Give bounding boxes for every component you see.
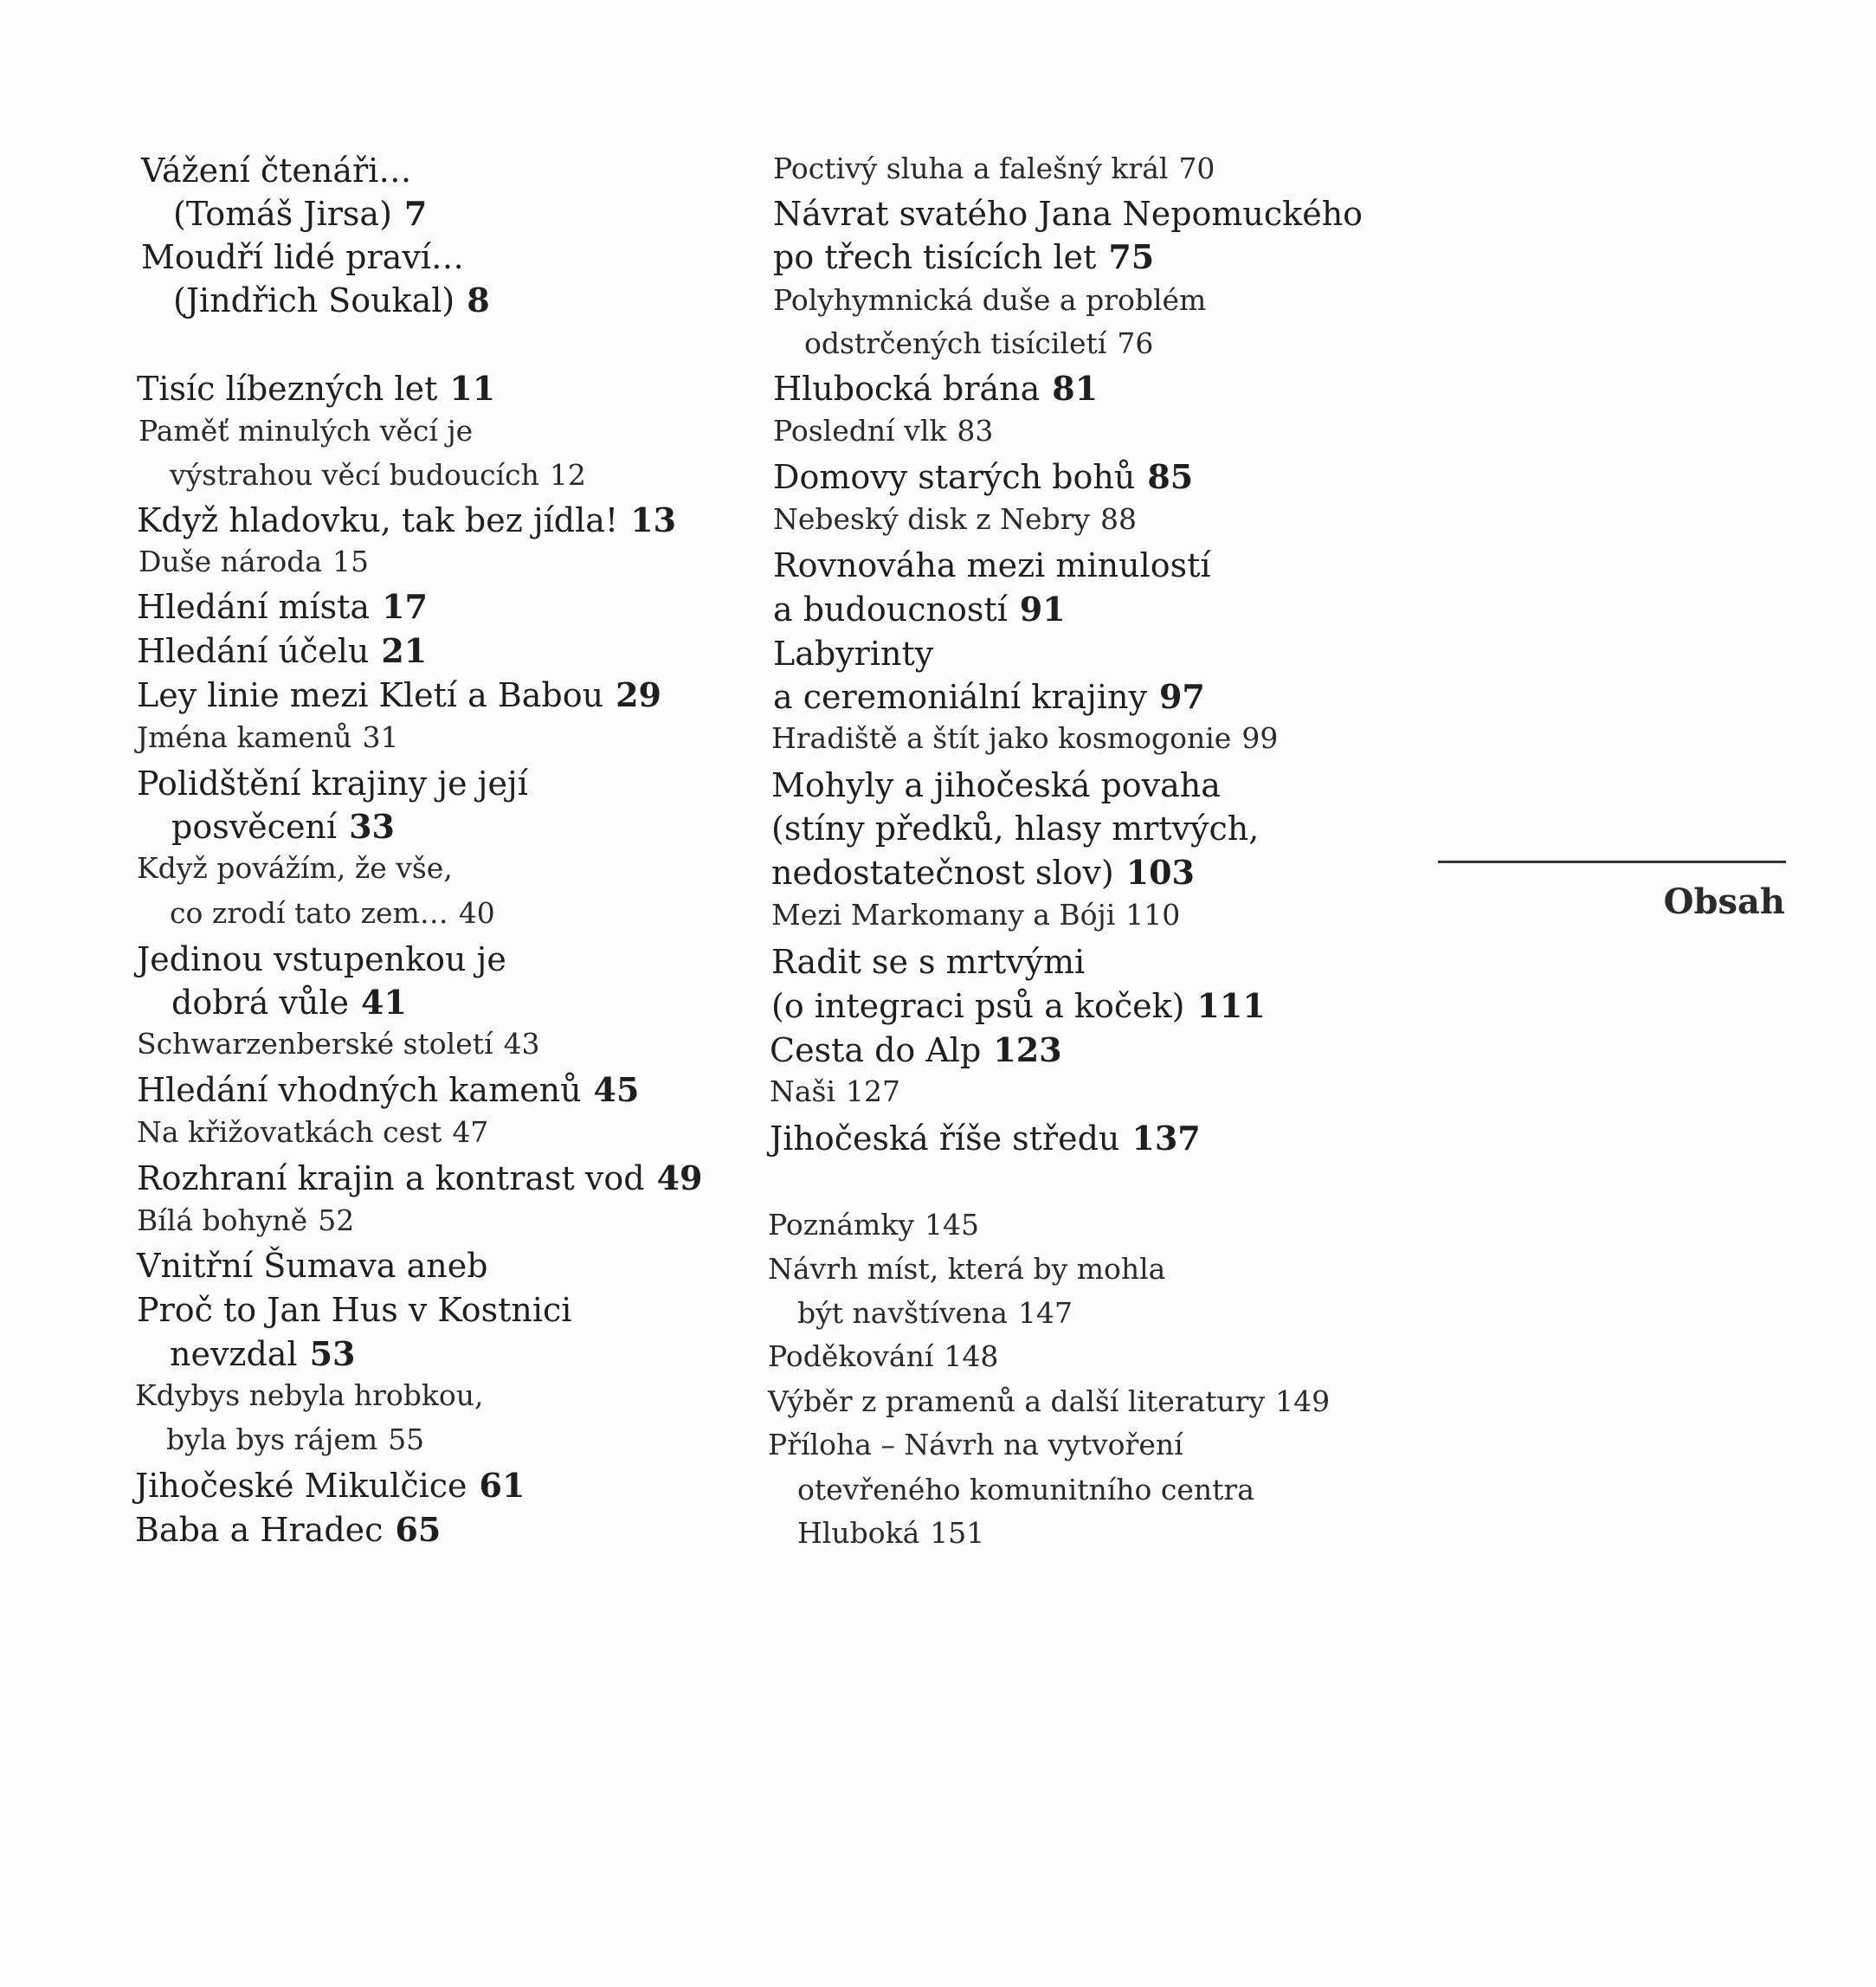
- toc-entry-title: Hlubocká brána: [773, 370, 1041, 408]
- toc-entry-title: Ley linie mezi Kletí a Babou: [137, 676, 604, 714]
- page-number: 127: [846, 1074, 901, 1108]
- toc-subentry: [170, 458, 586, 492]
- toc-subentry: [771, 898, 1181, 932]
- toc-entry-title: Mohyly a jihočeská povaha: [771, 766, 1221, 804]
- toc-entry-title: nedostatečnost slov): [771, 854, 1114, 892]
- toc-entry-title: Paměť minulých věcí je: [139, 414, 474, 448]
- toc-chapter-entry: [137, 675, 661, 714]
- toc-chapter-entry: [135, 1466, 525, 1505]
- toc-subentry: [797, 1296, 1073, 1330]
- toc-entry-title: Nebeský disk z Nebry: [773, 502, 1091, 536]
- page-number: 7: [403, 194, 428, 233]
- toc-entry-title: Polyhymnická duše a problém: [773, 283, 1207, 317]
- toc-chapter-entry: [771, 986, 1266, 1025]
- toc-entry-title: Duše národa: [139, 545, 323, 578]
- toc-entry-title: byla bys rájem: [166, 1423, 378, 1456]
- page-number: 75: [1108, 237, 1155, 276]
- page-number: 43: [503, 1027, 540, 1061]
- toc-chapter-entry: [771, 766, 1221, 804]
- toc-chapter-entry: [137, 1158, 703, 1197]
- toc-chapter-entry: [771, 853, 1195, 892]
- toc-entry-title: Poděkování: [768, 1339, 934, 1373]
- toc-subentry: [170, 896, 495, 930]
- page-number: 49: [656, 1158, 703, 1197]
- toc-entry-title: Jihočeské Mikulčice: [135, 1467, 467, 1505]
- toc-entry-title: Hledání místa: [137, 588, 371, 626]
- toc-entry-title: Domovy starých bohů: [773, 458, 1136, 496]
- toc-entry-title: a budoucností: [773, 590, 1008, 629]
- page-title: Obsah: [1663, 881, 1785, 922]
- toc-entry-title: Vážení čtenáři…: [141, 152, 412, 190]
- page-number: 12: [549, 458, 586, 492]
- page-number: 88: [1100, 502, 1138, 536]
- page-number: 53: [309, 1334, 356, 1373]
- toc-entry-title: Hradiště a štít jako kosmogonie: [771, 721, 1232, 755]
- toc-entry-title: Baba a Hradec: [135, 1511, 384, 1549]
- toc-entry-title: Jména kamenů: [137, 720, 352, 754]
- toc-entry-title: po třech tisících let: [773, 238, 1097, 276]
- toc-subentry: [137, 1115, 489, 1149]
- toc-entry-title: Bílá bohyně: [137, 1203, 308, 1237]
- toc-chapter-entry: [773, 237, 1155, 276]
- page-number: 97: [1158, 677, 1205, 716]
- toc-entry-title: Návrh míst, která by mohla: [768, 1252, 1166, 1286]
- toc-chapter-entry: [137, 764, 528, 803]
- toc-entry-title: Jihočeská říše středu: [770, 1119, 1120, 1158]
- toc-subentry: [804, 326, 1154, 360]
- page-number: 41: [361, 983, 407, 1022]
- toc-subentry: [773, 154, 1215, 183]
- toc-chapter-entry: [141, 238, 464, 276]
- page-number: 45: [593, 1070, 640, 1109]
- toc-chapter-entry: [137, 587, 428, 626]
- toc-chapter-entry: [170, 1334, 356, 1373]
- page-number: 15: [332, 545, 370, 578]
- toc-chapter-entry: [141, 152, 412, 190]
- page-number: 147: [1017, 1296, 1073, 1330]
- toc-chapter-entry: [770, 1030, 1062, 1069]
- toc-chapter-entry: [771, 810, 1260, 848]
- toc-chapter-entry: [770, 1119, 1201, 1158]
- page-number: 29: [616, 675, 661, 714]
- heading-rule: [1438, 861, 1786, 863]
- page-number: 76: [1117, 326, 1154, 360]
- toc-entry-title: Jedinou vstupenkou je: [137, 940, 506, 978]
- toc-subentry: [139, 547, 369, 576]
- page-number: 8: [467, 281, 490, 319]
- page-number: 52: [318, 1203, 355, 1237]
- toc-entry-title: (stíny předků, hlasy mrtvých,: [771, 810, 1260, 848]
- toc-entry-title: Cesta do Alp: [770, 1031, 982, 1069]
- toc-subentry: [768, 1252, 1166, 1286]
- page-number: 61: [479, 1466, 525, 1505]
- page-number: 65: [395, 1510, 442, 1549]
- toc-entry-title: Rozhraní krajin a kontrast vod: [137, 1159, 645, 1197]
- toc-entry-title: Rovnováha mezi minulostí: [773, 546, 1211, 584]
- toc-chapter-entry: [137, 1247, 488, 1285]
- toc-chapter-entry: [137, 940, 506, 978]
- toc-subentry: [773, 502, 1138, 536]
- toc-entry-title: Labyrinty: [773, 635, 934, 673]
- toc-subentry: [797, 1516, 985, 1550]
- page-number: 40: [458, 896, 495, 930]
- page-number: 17: [382, 587, 428, 626]
- toc-entry-title: Schwarzenberské století: [137, 1027, 493, 1061]
- toc-chapter-entry: [773, 546, 1211, 584]
- toc-entry-title: Poslední vlk: [773, 414, 947, 448]
- toc-entry-title: dobrá vůle: [171, 984, 350, 1022]
- toc-subentry: [137, 1027, 540, 1061]
- toc-subentry: [768, 1208, 979, 1242]
- toc-chapter-entry: [137, 1070, 640, 1109]
- toc-entry-title: Tisíc líbezných let: [137, 370, 438, 408]
- page-number: 55: [388, 1423, 425, 1456]
- toc-entry-title: Poznámky: [768, 1208, 914, 1242]
- toc-subentry: [139, 414, 474, 448]
- page-number: 103: [1125, 853, 1195, 892]
- toc-subentry: [770, 1074, 901, 1108]
- toc-entry-title: odstrčených tisíciletí: [804, 326, 1107, 360]
- page-number: 83: [957, 414, 994, 448]
- toc-entry-title: Proč to Jan Hus v Kostnici: [137, 1291, 572, 1329]
- toc-chapter-entry: [137, 631, 428, 670]
- toc-chapter-entry: [773, 195, 1363, 233]
- toc-subentry: [768, 1430, 1183, 1459]
- toc-entry-title: výstrahou věcí budoucích: [170, 458, 539, 492]
- toc-entry-title: posvěcení: [171, 808, 338, 846]
- toc-entry-title: Když povážím, že vše,: [137, 851, 453, 885]
- toc-entry-title: Hledání vhodných kamenů: [137, 1071, 582, 1109]
- toc-entry-title: Kdybys nebyla hrobkou,: [135, 1378, 484, 1412]
- toc-chapter-entry: [137, 500, 677, 539]
- page-number: 151: [930, 1516, 985, 1550]
- toc-entry-title: Hluboká: [797, 1516, 920, 1550]
- page-number: 110: [1125, 898, 1181, 932]
- toc-entry-title: co zrodí tato zem…: [170, 896, 448, 930]
- toc-entry-title: Polidštění krajiny je její: [137, 764, 528, 803]
- toc-subentry: [137, 1203, 355, 1237]
- toc-entry-title: Moudří lidé praví…: [141, 238, 464, 276]
- toc-entry-title: Výběr z pramenů a další literatury: [768, 1384, 1266, 1418]
- page-number: 13: [630, 500, 677, 539]
- page-number: 11: [449, 369, 496, 408]
- toc-entry-title: Hledání účelu: [137, 632, 370, 670]
- page-number: 81: [1052, 369, 1099, 408]
- toc-chapter-entry: [773, 369, 1099, 408]
- toc-subentry: [768, 1339, 999, 1373]
- page-number: 85: [1147, 457, 1194, 496]
- toc-chapter-entry: [137, 369, 496, 408]
- toc-entry-title: být navštívena: [797, 1296, 1008, 1330]
- toc-entry-title: Vnitřní Šumava aneb: [137, 1247, 488, 1285]
- toc-subentry: [166, 1425, 424, 1454]
- page-number: 111: [1196, 986, 1266, 1025]
- toc-entry-title: Na křižovatkách cest: [137, 1115, 442, 1149]
- toc-chapter-entry: [135, 1510, 442, 1549]
- toc-chapter-entry: [137, 1291, 572, 1329]
- toc-chapter-entry: [173, 194, 428, 233]
- toc-entry-title: (Jindřich Soukal): [173, 281, 455, 319]
- toc-subentry: [773, 283, 1207, 317]
- page-number: 148: [944, 1339, 999, 1373]
- page-number: 137: [1131, 1119, 1201, 1158]
- page-number: 70: [1178, 152, 1215, 185]
- toc-entry-title: a ceremoniální krajiny: [773, 678, 1147, 716]
- page-number: 33: [349, 807, 395, 846]
- page-number: 123: [993, 1030, 1062, 1069]
- toc-entry-title: Návrat svatého Jana Nepomuckého: [773, 195, 1363, 233]
- toc-entry-title: Mezi Markomany a Bóji: [771, 898, 1116, 932]
- toc-chapter-entry: [771, 943, 1086, 981]
- toc-entry-title: (o integraci psů a koček): [771, 987, 1185, 1025]
- page-number: 149: [1275, 1384, 1331, 1418]
- toc-chapter-entry: [171, 807, 395, 846]
- toc-chapter-entry: [171, 983, 407, 1022]
- toc-subentry: [768, 1384, 1331, 1418]
- toc-chapter-entry: [773, 457, 1194, 496]
- toc-entry-title: Naši: [770, 1074, 836, 1108]
- toc-entry-title: Když hladovku, tak bez jídla!: [137, 501, 619, 539]
- page-number: 145: [924, 1208, 979, 1242]
- toc-chapter-entry: [773, 590, 1066, 629]
- toc-entry-title: Poctivý sluha a falešný král: [773, 152, 1169, 185]
- page-number: 31: [362, 720, 399, 754]
- toc-subentry: [773, 414, 994, 448]
- toc-subentry: [137, 851, 453, 885]
- toc-subentry: [797, 1475, 1254, 1504]
- toc-chapter-entry: [173, 281, 490, 319]
- toc-entry-title: otevřeného komunitního centra: [797, 1473, 1254, 1506]
- toc-entry-title: (Tomáš Jirsa): [173, 195, 392, 233]
- page-number: 47: [452, 1115, 489, 1149]
- toc-entry-title: nevzdal: [170, 1335, 298, 1373]
- toc-chapter-entry: [773, 677, 1205, 716]
- toc-chapter-entry: [773, 635, 934, 673]
- page-number: 21: [381, 631, 428, 670]
- toc-entry-title: Radit se s mrtvými: [771, 943, 1086, 981]
- page-number: 91: [1019, 590, 1066, 629]
- toc-subentry: [135, 1378, 484, 1412]
- page-number: 99: [1241, 721, 1279, 755]
- toc-subentry: [771, 721, 1279, 755]
- toc-subentry: [137, 720, 399, 754]
- toc-entry-title: Příloha – Návrh na vytvoření: [768, 1428, 1183, 1461]
